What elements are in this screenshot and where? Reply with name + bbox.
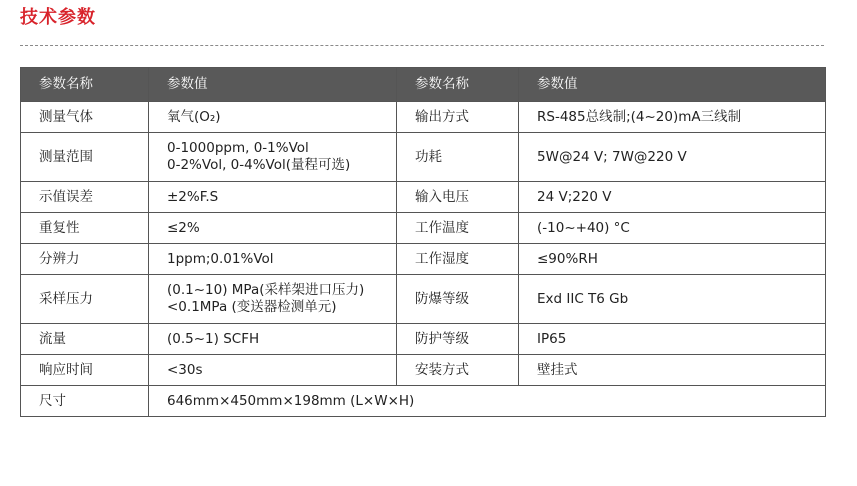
table-row [21, 133, 826, 182]
parameters-table [20, 67, 826, 417]
param-name: 响应时间 [21, 355, 149, 386]
param-value: <30s [149, 355, 397, 386]
param-name: 防爆等级 [397, 275, 519, 324]
table-row [21, 102, 826, 133]
param-name: 测量范围 [21, 133, 149, 182]
param-name: 分辨力 [21, 244, 149, 275]
param-name: 尺寸 [21, 386, 149, 417]
param-value: (0.5~1) SCFH [149, 324, 397, 355]
table-row [21, 355, 826, 386]
param-value: 646mm×450mm×198mm (L×W×H) [149, 386, 826, 417]
param-value: ≤2% [149, 213, 397, 244]
table-row [21, 244, 826, 275]
param-value-line: <0.1MPa (变送器检测单元) [167, 299, 337, 315]
header-param-value: 参数值 [149, 68, 397, 102]
param-name: 重复性 [21, 213, 149, 244]
param-name: 安装方式 [397, 355, 519, 386]
param-value: RS-485总线制;(4~20)mA三线制 [519, 102, 826, 133]
param-value: IP65 [519, 324, 826, 355]
param-value: 5W@24 V; 7W@220 V [519, 133, 826, 182]
table-row [21, 182, 826, 213]
param-value: ±2%F.S [149, 182, 397, 213]
param-value [149, 275, 397, 324]
param-value: 1ppm;0.01%Vol [149, 244, 397, 275]
header-param-value-2: 参数值 [519, 68, 826, 102]
dashed-divider [20, 45, 824, 46]
param-value: Exd IIC T6 Gb [519, 275, 826, 324]
section-title: 技术参数 [20, 7, 96, 28]
param-value: 壁挂式 [519, 355, 826, 386]
param-name: 输入电压 [397, 182, 519, 213]
table-row-size [21, 386, 826, 417]
param-value-line: (0.1~10) MPa(采样架进口压力) [167, 282, 365, 298]
param-name: 输出方式 [397, 102, 519, 133]
param-value: 氧气(O₂) [149, 102, 397, 133]
param-name: 示值误差 [21, 182, 149, 213]
param-name: 测量气体 [21, 102, 149, 133]
table-header-row [21, 68, 826, 102]
param-name: 采样压力 [21, 275, 149, 324]
header-param-name-2: 参数名称 [397, 68, 519, 102]
param-name: 工作湿度 [397, 244, 519, 275]
param-value [149, 133, 397, 182]
param-name: 防护等级 [397, 324, 519, 355]
table-row [21, 275, 826, 324]
param-name: 流量 [21, 324, 149, 355]
param-value-line: 0-2%Vol, 0-4%Vol(量程可选) [167, 157, 351, 173]
param-value: 24 V;220 V [519, 182, 826, 213]
header-param-name: 参数名称 [21, 68, 149, 102]
table-row [21, 324, 826, 355]
param-value: (-10~+40) °C [519, 213, 826, 244]
table-row [21, 213, 826, 244]
param-name: 功耗 [397, 133, 519, 182]
param-value: ≤90%RH [519, 244, 826, 275]
param-name: 工作温度 [397, 213, 519, 244]
param-value-line: 0-1000ppm, 0-1%Vol [167, 140, 309, 156]
